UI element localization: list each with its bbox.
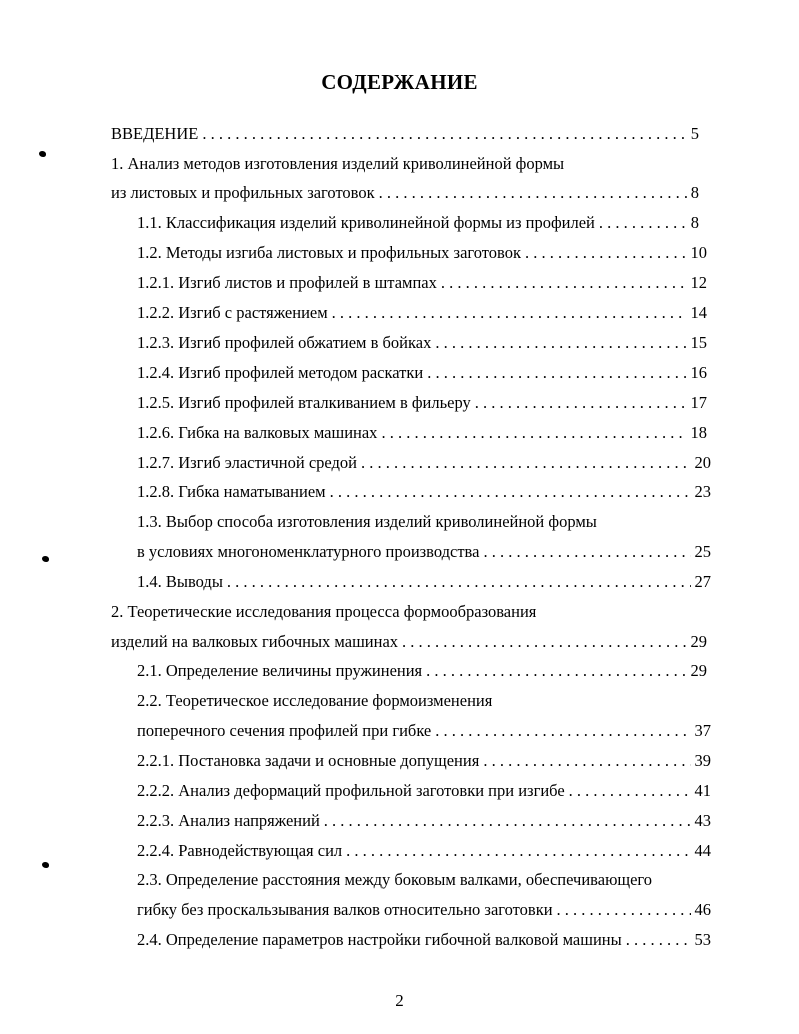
toc-entry-label: 2. Теоретические исследования процесса формообразования [111,602,537,621]
toc-entry[interactable] [137,510,597,534]
toc-entry-label: 1. Анализ методов изготовления изделий криволинейной формы [111,154,565,173]
toc-entry[interactable] [137,211,699,235]
toc-leader-dots [379,181,687,205]
toc-entry[interactable] [111,152,564,176]
toc-leader-dots [381,421,686,445]
toc-entry[interactable] [137,689,492,713]
toc-leader-dots [227,570,691,594]
toc-entry-page: 29 [690,661,707,680]
toc-entry[interactable] [137,480,711,504]
toc-leader-dots [402,630,686,654]
toc-entry-label: 2.2.3. Анализ напряжений [137,811,320,830]
toc-entry[interactable] [137,421,707,445]
toc-entry-page: 10 [690,243,707,262]
toc-leader-dots [202,122,686,146]
toc-entry[interactable] [111,122,699,146]
toc-entry-label: 2.4. Определение параметров настройки гибочной валковой машины [137,930,622,949]
toc-entry-label: 1.2.2. Изгиб с растяжением [137,303,328,322]
toc-entry[interactable] [137,659,707,683]
toc-entry[interactable] [137,271,707,295]
toc-leader-dots [332,301,687,325]
toc-entry-page: 37 [694,721,711,740]
toc-entry[interactable] [137,540,711,564]
toc-entry-page: 15 [690,333,707,352]
toc-entry-page: 46 [694,900,711,919]
toc-entry[interactable] [137,570,711,594]
toc-entry-label: из листовых и профильных заготовок [111,183,375,202]
binding-hole-mark [42,556,49,562]
toc-leader-dots [525,241,687,265]
toc-entry-label: 2.2.2. Анализ деформаций профильной заготовки при изгибе [137,781,565,800]
toc-entry[interactable] [137,928,711,952]
toc-entry-page: 12 [690,273,707,292]
toc-entry[interactable] [137,391,707,415]
toc-entry-page: 5 [690,124,699,143]
toc-entry-label: поперечного сечения профилей при гибке [137,721,432,740]
toc-leader-dots [426,659,686,683]
toc-entry-label: 1.2.3. Изгиб профилей обжатием в бойках [137,333,432,352]
toc-entry-label: 1.2.6. Гибка на валковых машинах [137,423,378,442]
toc-entry-page: 17 [690,393,707,412]
toc-entry-page: 27 [694,572,711,591]
toc-leader-dots [483,749,690,773]
toc-entry-page: 23 [694,482,711,501]
toc-entry[interactable] [137,719,711,743]
toc-entry-page: 25 [694,542,711,561]
toc-entry[interactable] [137,241,707,265]
toc-entry-label: 2.2.4. Равнодействующая сил [137,841,343,860]
toc-entry-label: 1.2.5. Изгиб профилей вталкиванием в фильеру [137,393,471,412]
page-number: 2 [395,991,404,1010]
toc-leader-dots [361,451,691,475]
toc-leader-dots [324,809,691,833]
toc-entry[interactable] [137,301,707,325]
toc-entry[interactable] [137,868,652,892]
binding-hole-mark [42,862,49,868]
toc-entry-page: 53 [694,930,711,949]
toc-entry-label: гибку без проскальзывания валков относительно заготовки [137,900,553,919]
toc-entry-page: 20 [694,453,711,472]
page-title: СОДЕРЖАНИЕ [321,70,478,94]
toc-leader-dots [569,779,691,803]
toc-entry-label: 2.3. Определение расстояния между боковым валками, обеспечивающего [137,870,653,889]
toc-leader-dots [427,361,686,385]
toc-entry[interactable] [137,839,711,863]
toc-entry[interactable] [137,361,707,385]
toc-entry-label: 2.1. Определение величины пружинения [137,661,423,680]
toc-entry-page: 8 [690,183,699,202]
toc-entry-page: 8 [690,213,699,232]
toc-entry-page: 14 [690,303,707,322]
toc-entry[interactable] [137,779,711,803]
toc-leader-dots [330,480,691,504]
toc-entry-page: 18 [690,423,707,442]
toc-leader-dots [483,540,690,564]
toc-entry-label: 1.3. Выбор способа изготовления изделий криволинейной формы [137,512,597,531]
toc-leader-dots [435,719,690,743]
toc-entry[interactable] [111,181,699,205]
toc-entry[interactable] [111,600,536,624]
toc-leader-dots [557,898,691,922]
toc-entry-label: 1.1. Классификация изделий криволинейной формы из профилей [137,213,595,232]
toc-leader-dots [346,839,690,863]
toc-entry-label: 2.2. Теоретическое исследование формоизменения [137,691,493,710]
toc-entry-label: 2.2.1. Постановка задачи и основные допущения [137,751,480,770]
toc-entry[interactable] [137,749,711,773]
binding-hole-mark [39,151,46,157]
toc-entry[interactable] [137,898,711,922]
toc-entry-label: 1.2.8. Гибка наматыванием [137,482,326,501]
toc-leader-dots [475,391,687,415]
toc-leader-dots [435,331,686,355]
toc-entry-label: ВВЕДЕНИЕ [111,124,199,143]
toc-entry[interactable] [111,630,707,654]
toc-entry-page: 44 [694,841,711,860]
toc-entry[interactable] [137,331,707,355]
toc-entry[interactable] [137,451,711,475]
toc-entry-page: 39 [694,751,711,770]
toc-entry-page: 29 [690,632,707,651]
toc-entry-label: 1.2.4. Изгиб профилей методом раскатки [137,363,424,382]
toc-entry-page: 41 [694,781,711,800]
toc-entry-label: в условиях многономенклатурного производства [137,542,480,561]
toc-entry-label: 1.4. Выводы [137,572,223,591]
toc-entry-label: 1.2.1. Изгиб листов и профилей в штампах [137,273,437,292]
toc-leader-dots [599,211,687,235]
toc-entry[interactable] [137,809,711,833]
toc-entry-label: 1.2.7. Изгиб эластичной средой [137,453,357,472]
toc-entry-label: 1.2. Методы изгиба листовых и профильных заготовок [137,243,521,262]
toc-leader-dots [441,271,687,295]
toc-leader-dots [626,928,691,952]
toc-entry-page: 43 [694,811,711,830]
toc-entry-page: 16 [690,363,707,382]
toc-entry-label: изделий на валковых гибочных машинах [111,632,399,651]
